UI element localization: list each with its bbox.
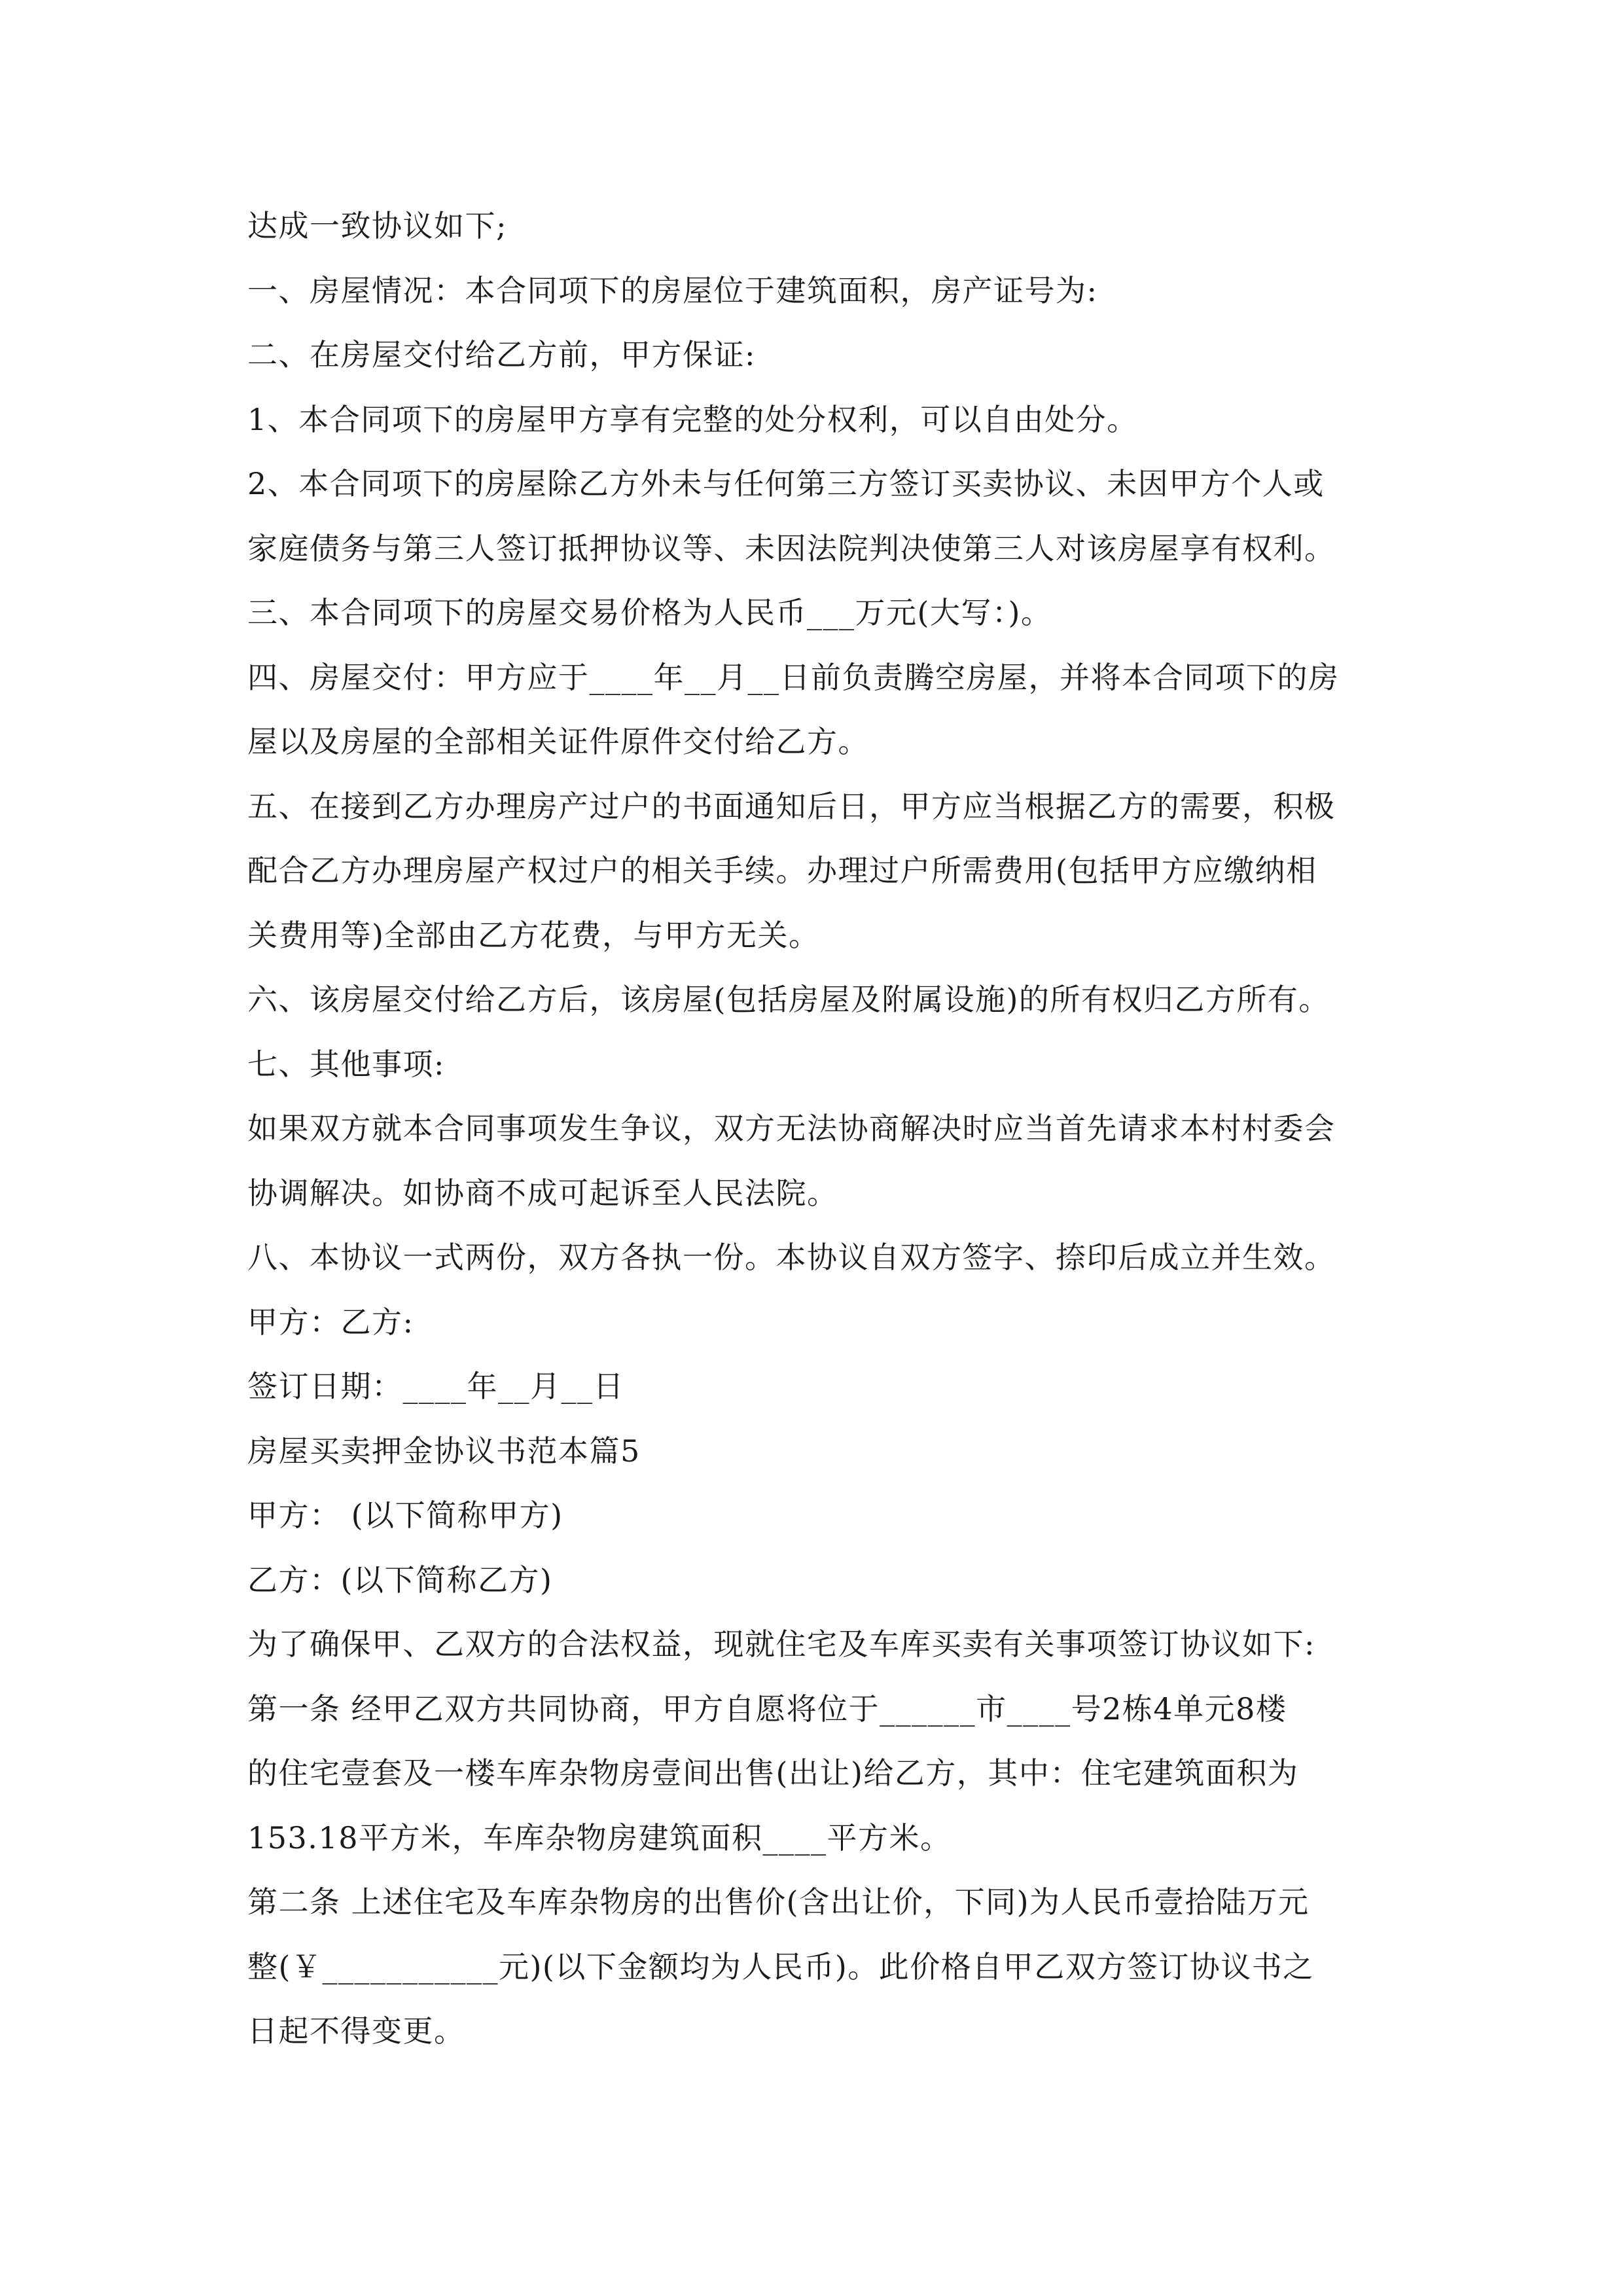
text-line: 153.18平方米，车库杂物房建筑面积____平方米。 (247, 1820, 952, 1856)
document-body (247, 194, 1419, 2064)
text-line: 为了确保甲、乙双方的合法权益，现就住宅及车库买卖有关事项签订协议如下: (247, 1626, 1315, 1662)
text-line: 二、在房屋交付给乙方前，甲方保证: (247, 337, 756, 372)
text-line: 八、本协议一式两份，双方各执一份。本协议自双方签字、捺印后成立并生效。 (247, 1240, 1336, 1275)
text-line: 达成一致协议如下; (247, 208, 507, 243)
text-line: 乙方：(以下简称乙方) (247, 1562, 553, 1598)
text-line: 配合乙方办理房屋产权过户的相关手续。办理过户所需费用(包括甲方应缴纳相 (247, 853, 1317, 888)
text-line: 甲方： (以下简称甲方) (247, 1498, 563, 1533)
text-line: 三、本合同项下的房屋交易价格为人民币___万元(大写：)。 (247, 595, 1052, 630)
text-line: 第二条 上述住宅及车库杂物房的出售价(含出让价，下同)为人民币壹拾陆万元 (247, 1884, 1310, 1920)
text-line: 如果双方就本合同事项发生争议，双方无法协商解决时应当首先请求本村村委会 (247, 1111, 1336, 1146)
text-line: 五、在接到乙方办理房产过户的书面通知后日，甲方应当根据乙方的需要，积极 (247, 788, 1336, 824)
text-line: 家庭债务与第三人签订抵押协议等、未因法院判决使第三人对该房屋享有权利。 (247, 530, 1336, 566)
text-line: 一、房屋情况：本合同项下的房屋位于建筑面积，房产证号为: (247, 272, 1098, 308)
text-line: 屋以及房屋的全部相关证件原件交付给乙方。 (247, 724, 869, 759)
text-line: 协调解决。如协商不成可起诉至人民法院。 (247, 1175, 838, 1211)
text-line: 六、该房屋交付给乙方后，该房屋(包括房屋及附属设施)的所有权归乙方所有。 (247, 982, 1330, 1017)
text-line: 关费用等)全部由乙方花费，与甲方无关。 (247, 917, 820, 953)
section-title: 房屋买卖押金协议书范本篇5 (247, 1433, 641, 1469)
text-line: 签订日期：____年__月__日 (247, 1369, 624, 1404)
text-line: 七、其他事项: (247, 1046, 445, 1082)
text-line: 的住宅壹套及一楼车库杂物房壹间出售(出让)给乙方，其中：住宅建筑面积为 (247, 1755, 1299, 1791)
text-line: 甲方：乙方: (247, 1304, 414, 1340)
text-line: 第一条 经甲乙双方共同协商，甲方自愿将位于______市____号2栋4单元8楼 (247, 1691, 1287, 1727)
text-line: 四、房屋交付：甲方应于____年__月__日前负责腾空房屋，并将本合同项下的房 (247, 659, 1340, 695)
text-line: 1、本合同项下的房屋甲方享有完整的处分权利，可以自由处分。 (247, 401, 1138, 437)
text-line: 整(￥___________元)(以下金额均为人民币)。此价格自甲乙双方签订协议书之 (247, 1948, 1314, 1984)
text-line: 日起不得变更。 (247, 2013, 465, 2049)
text-line: 2、本合同项下的房屋除乙方外未与任何第三方签订买卖协议、未因甲方个人或 (247, 466, 1325, 501)
